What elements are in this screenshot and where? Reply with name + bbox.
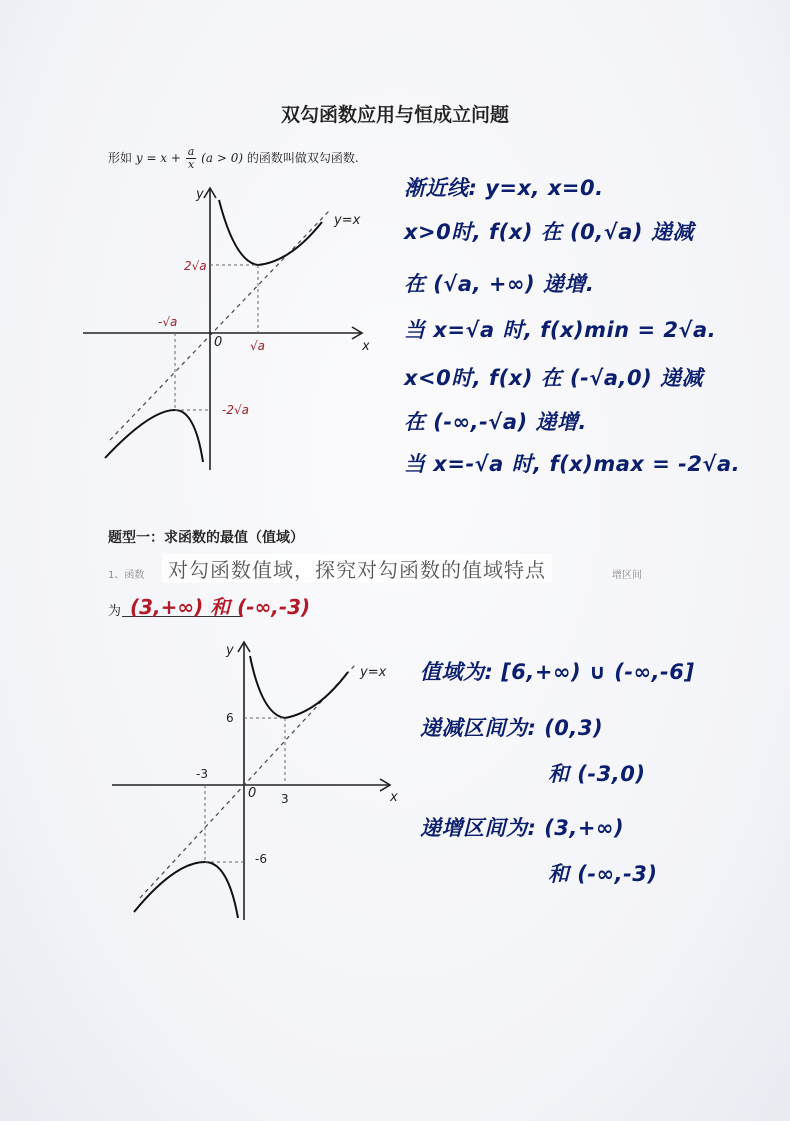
graph-2-axes [112, 642, 390, 920]
graph-2-y-label: y [226, 643, 234, 658]
intro-condition: (a > 0) [201, 151, 244, 165]
notes-2-line: 值域为: [6,+∞) ∪ (-∞,-6] [420, 660, 695, 684]
notes-1-line: x<0时, f(x) 在 (-√a,0) 递减 [404, 366, 704, 390]
answer-prefix: 为 [108, 604, 122, 619]
graph-2-pos-x-label: 3 [281, 792, 289, 806]
question-fragment-right: 增区间 [612, 570, 642, 581]
graph-1-pos-x-label: √a [250, 339, 265, 353]
notes-2-line: 和 (-3,0) [548, 762, 646, 786]
notes-1-line: 渐近线: y=x, x=0. [404, 176, 604, 200]
graph-1-asymptote-label: y=x [334, 213, 361, 228]
graph-1-min-label: 2√a [184, 259, 207, 273]
page-title: 双勾函数应用与恒成立问题 [280, 104, 509, 126]
graph-1-y-label: y [196, 187, 204, 202]
notes-1-line: 当 x=-√a 时, f(x)max = -2√a. [404, 452, 741, 476]
graph-1-origin: 0 [214, 335, 223, 350]
fraction-numerator: a [187, 145, 195, 158]
graph-2-max-label: -6 [255, 852, 267, 866]
graph-2-right-branch [250, 656, 348, 718]
intro-formula: y = x + [135, 151, 181, 165]
question-fragment-left: 1、函数 [108, 570, 145, 581]
notes-1-line: 当 x=√a 时, f(x)min = 2√a. [404, 318, 717, 342]
graph-2-left-branch [134, 862, 238, 918]
graph-1-max-label: -2√a [222, 403, 249, 417]
graph-2-guide-lines [205, 718, 285, 862]
graph-2-origin: 0 [248, 786, 257, 801]
notes-2-line: 递减区间为: (0,3) [420, 716, 604, 740]
graph-1-neg-x-label: -√a [158, 315, 178, 329]
notes-2-line: 递增区间为: (3,+∞) [420, 816, 625, 840]
graph-1-x-label: x [362, 339, 370, 354]
intro-prefix: 形如 [108, 151, 133, 165]
answer-text: (3,+∞) 和 (-∞,-3) [130, 595, 311, 619]
graph-2-asymptote-label: y=x [360, 665, 387, 680]
graph-2-x-label: x [390, 790, 398, 805]
notes-1-line: 在 (-∞,-√a) 递增. [404, 410, 587, 434]
notes-1-line: 在 (√a, +∞) 递增. [404, 272, 595, 296]
section-title: 题型一：求函数的最值（值域） [108, 530, 304, 546]
intro-suffix: 的函数叫做双勾函数. [246, 151, 359, 165]
fraction-denominator: x [187, 158, 195, 171]
notes-1-line: x>0时, f(x) 在 (0,√a) 递减 [404, 220, 694, 244]
overlay-caption: 对勾函数值域，探究对勾函数的值域特点 [162, 554, 552, 583]
notes-2-line: 和 (-∞,-3) [548, 862, 658, 886]
graph-2-min-label: 6 [226, 711, 234, 725]
graph-2-neg-x-label: -3 [196, 767, 208, 781]
